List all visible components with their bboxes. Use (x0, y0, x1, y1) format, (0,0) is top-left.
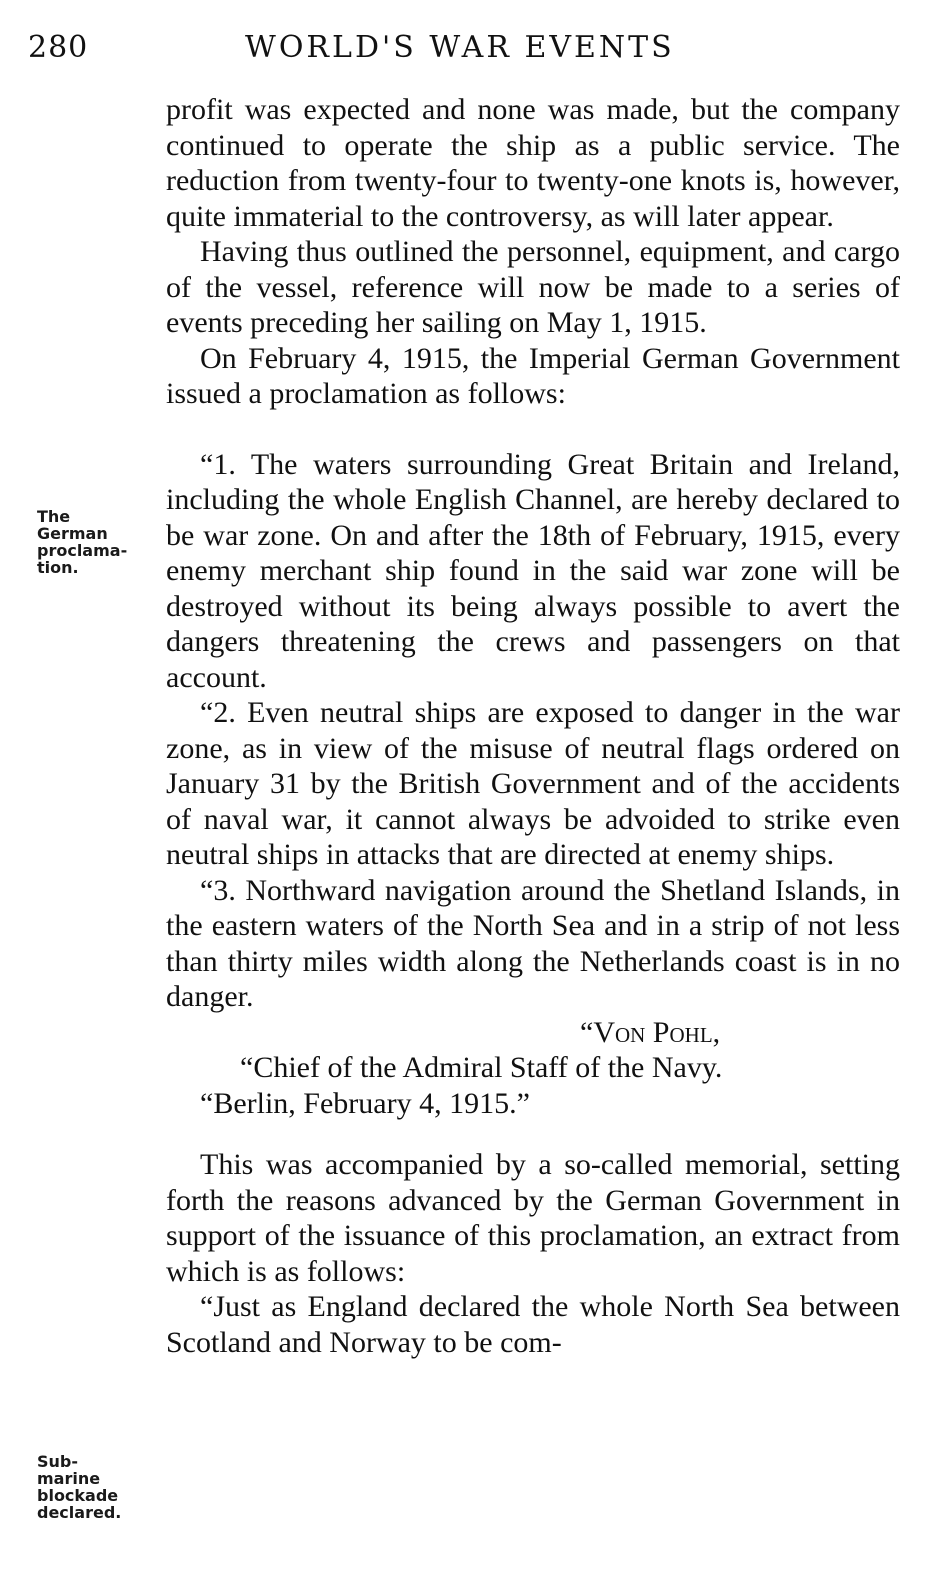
signature-place-date: “Berlin, February 4, 1915.” (200, 1086, 530, 1120)
margin-note-line: marine (37, 1469, 101, 1488)
paragraph-proclamation-intro: On February 4, 1915, the Imperial German Government issued a proclamation as follows: (166, 341, 900, 410)
quote-item-2: “2. Even neutral ships are exposed to danger in the war zone, as in view of the misuse of neutral flags ordered on January 31 by the British Government and of the accidents of naval war, it cannot always be advoided to strike even neutral ships in attacks that are directed at enemy ships. (166, 696, 900, 871)
running-title: WORLD'S WAR EVENTS (245, 30, 675, 65)
margin-note-line: German (37, 524, 108, 543)
margin-note-line: The (37, 507, 71, 526)
margin-note-line: tion. (37, 558, 79, 577)
margin-note-line: declared. (37, 1503, 122, 1522)
margin-note-line: proclama- (37, 541, 128, 560)
quote-item-1: “1. The waters surrounding Great Britain and Ireland, including the whole English Channel, are hereby declared to be war zone. On and after the 18th of February, 1915, every enemy merchant ship found in the said war zone will be destroyed without its being always possible to avert the dangers threatening the crews and passengers on that account. (166, 447, 900, 694)
margin-note-submarine-blockade (37, 1453, 121, 1521)
quote-item-3: “3. Northward navigation around the Shetland Islands, in the eastern waters of the North Sea and in a strip of not less than thirty miles width along the Netherlands coast is in no danger. (166, 873, 900, 1013)
margin-note-german-proclamation (37, 508, 127, 576)
spacer (166, 412, 900, 447)
paragraph-memorial-quote: “Just as England declared the whole North Sea between Scotland and Norway to be com- (166, 1290, 900, 1359)
paragraph-memorial: This was accompanied by a so-called memorial, setting forth the reasons advanced by the German Government in support of the issuance of this proclamation, an extract from which is as follows: (166, 1148, 900, 1288)
margin-note-line: Sub- (37, 1452, 79, 1471)
paragraph-personnel: Having thus outlined the personnel, equipment, and cargo of the vessel, reference will now be made to a series of events preceding her sailing on May 1, 1915. (166, 235, 900, 339)
signature-name: “Von Pohl, (580, 1015, 721, 1049)
body-text (166, 92, 900, 1360)
margin-note-line: blockade (37, 1486, 119, 1505)
paragraph-continuation: profit was expected and none was made, but the company continued to operate the ship as a public service. The reduction from twenty-four to twenty-one knots is, however, quite immaterial to the controversy, as will later appear. (166, 93, 900, 233)
spacer (166, 1121, 900, 1147)
page-number: 280 (28, 30, 89, 65)
signature-title: “Chief of the Admiral Staff of the Navy. (240, 1051, 723, 1084)
